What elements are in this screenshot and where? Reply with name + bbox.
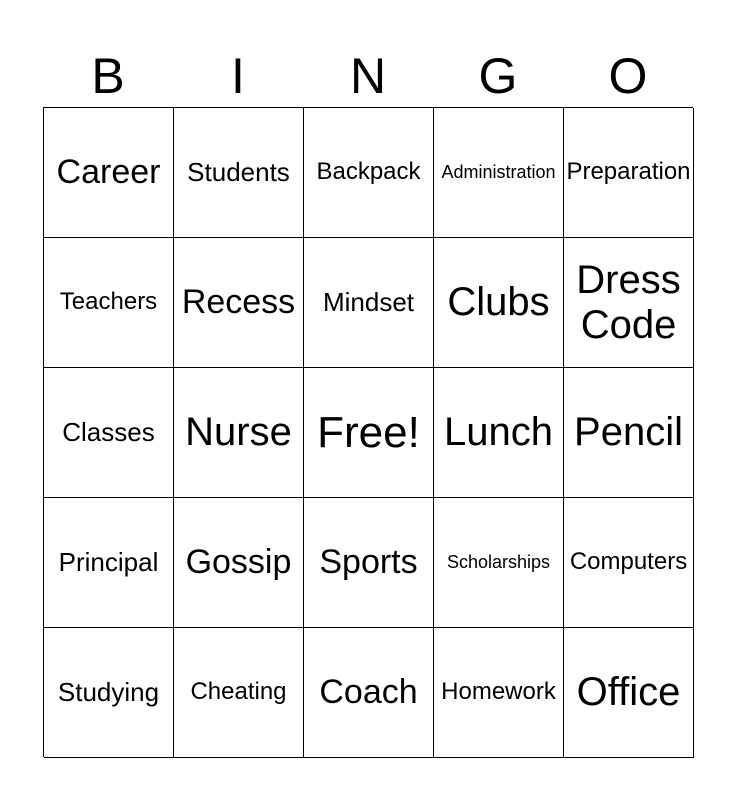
bingo-cell[interactable]: Backpack xyxy=(304,108,434,238)
header-letter-g: G xyxy=(478,48,518,104)
bingo-cell[interactable]: Classes xyxy=(44,368,174,498)
bingo-cell[interactable]: Coach xyxy=(304,628,434,758)
bingo-cell[interactable]: Studying xyxy=(44,628,174,758)
bingo-cell[interactable]: Scholarships xyxy=(434,498,564,628)
bingo-cell[interactable]: Pencil xyxy=(564,368,694,498)
bingo-cell[interactable]: Cheating xyxy=(174,628,304,758)
bingo-cell[interactable]: Gossip xyxy=(174,498,304,628)
bingo-cell[interactable]: Recess xyxy=(174,238,304,368)
bingo-cell[interactable]: Clubs xyxy=(434,238,564,368)
bingo-cell[interactable]: Homework xyxy=(434,628,564,758)
header-letter-b: B xyxy=(91,48,125,104)
bingo-cell[interactable]: Principal xyxy=(44,498,174,628)
free-space-cell[interactable]: Free! xyxy=(304,368,434,498)
bingo-cell[interactable]: Office xyxy=(564,628,694,758)
bingo-cell[interactable]: Career xyxy=(44,108,174,238)
bingo-cell[interactable]: Teachers xyxy=(44,238,174,368)
header-letter-i: I xyxy=(231,48,245,104)
bingo-cell[interactable]: Administration xyxy=(434,108,564,238)
header-letter-n: N xyxy=(349,48,387,104)
bingo-cell[interactable]: Preparation xyxy=(564,108,694,238)
bingo-cell[interactable]: Mindset xyxy=(304,238,434,368)
bingo-board xyxy=(43,107,693,757)
header-letter-o: O xyxy=(608,48,648,104)
bingo-cell[interactable]: Lunch xyxy=(434,368,564,498)
bingo-cell[interactable]: Computers xyxy=(564,498,694,628)
bingo-cell[interactable]: Dress Code xyxy=(564,238,694,368)
bingo-header xyxy=(43,44,693,108)
bingo-cell[interactable]: Students xyxy=(174,108,304,238)
bingo-cell[interactable]: Sports xyxy=(304,498,434,628)
bingo-cell[interactable]: Nurse xyxy=(174,368,304,498)
